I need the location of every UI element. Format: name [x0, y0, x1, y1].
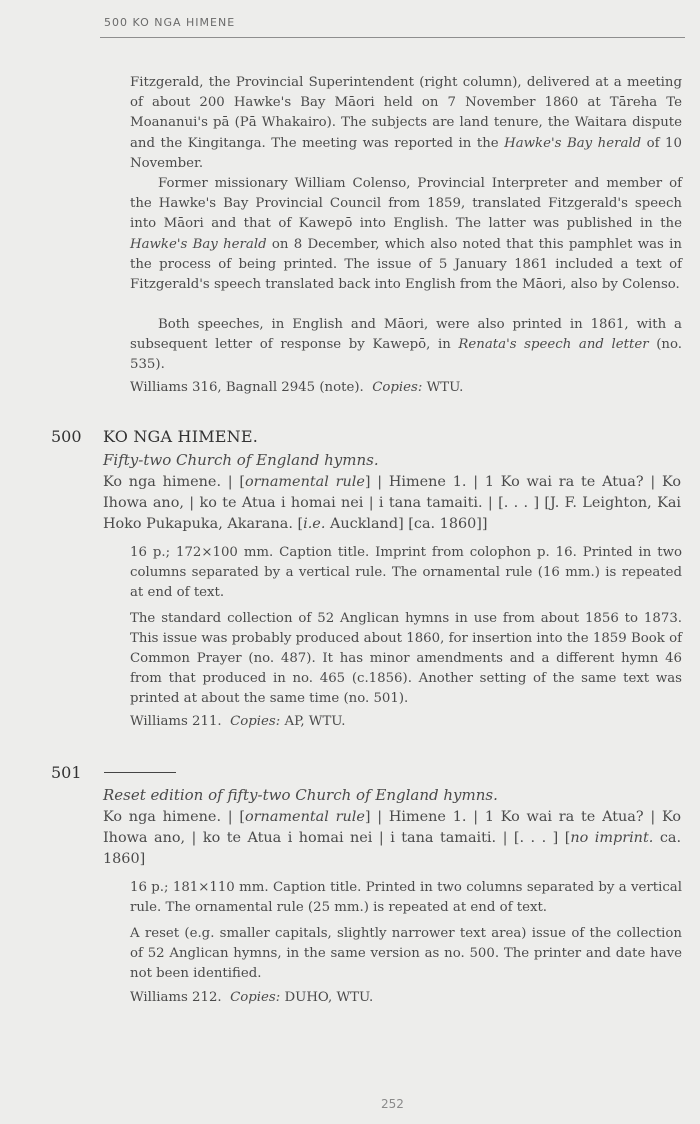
entry-subtitle-500: Fifty-two Church of England hymns. [103, 451, 379, 469]
page-number: 252 [381, 1097, 404, 1111]
intro-references: Williams 316, Bagnall 2945 (note). Copies: WTU. [130, 380, 464, 395]
entry-description-500-physical: 16 p.; 172×100 mm. Caption title. Imprint from colophon p. 16. Printed in two columns separated by a vertical rule. The ornamental rule (16 mm.) is repeated at end of text. [130, 545, 682, 600]
entry-number-501: 501 [51, 763, 82, 782]
entry-transcription-500: Ko nga himene. | [ornamental rule] | Himene 1. | 1 Ko wai ra te Atua? | Ko Ihowa ano, | ko te Atua i homai nei | i tana tamaiti. | [. . . ] [J. F. Leighton, Kai Hoko Pukapuka, Akarana. [i.e. Auckland] [ca. 1860]] [103, 474, 681, 532]
header-rule [100, 37, 685, 38]
repeat-heading-rule [104, 772, 176, 773]
entry-references-501: Williams 212. Copies: DUHO, WTU. [130, 990, 374, 1005]
entry-references-500: Williams 211. Copies: AP, WTU. [130, 714, 346, 729]
entry-subtitle-501: Reset edition of fifty-two Church of England hymns. [103, 786, 498, 804]
entry-transcription-501: Ko nga himene. | [ornamental rule] | Himene 1. | 1 Ko wai ra te Atua? | Ko Ihowa ano, | ko te Atua i homai nei | i tana tamaiti. | [. . . ] [no imprint. ca. 1860] [103, 809, 682, 867]
entry-description-500-notes: The standard collection of 52 Anglican hymns in use from about 1856 to 1873. This issue was probably produced about 1860, for insertion into the 1859 Book of Common Prayer (no. 487). It has minor amendments and a different hymn 46 from that produced in no. 465 (c.1856). Another setting of the same text was printed at about the same time (no. 501). [130, 611, 682, 706]
entry-description-501-notes: A reset (e.g. smaller capitals, slightly narrower text area) issue of the collection of 52 Anglican hymns, in the same version as no. 500. The printer and date have not been identified. [130, 926, 682, 981]
entry-heading-500: KO NGA HIMENE. [103, 427, 259, 446]
entry-description-501-physical: 16 p.; 181×110 mm. Caption title. Printed in two columns separated by a vertical rule. The ornamental rule (25 mm.) is repeated at end of text. [130, 880, 682, 915]
intro-paragraph-3: Both speeches, in English and Māori, were also printed in 1861, with a subsequent letter of response by Kawepō, in Renata's speech and letter (no. 535). [130, 317, 682, 373]
intro-paragraph-1: Fitzgerald, the Provincial Superintendent (right column), delivered at a meeting of about 200 Hawke's Bay Māori held on 7 November 1860 at Tāreha Te Moananui's pā (Pā Whakairo). The subjects are land tenure, the Waitara dispute and the Kingitanga. The meeting was reported in the Hawke's Bay herald of 10 November. [130, 75, 682, 171]
intro-paragraph-2: Former missionary William Colenso, Provincial Interpreter and member of the Hawke's Bay Provincial Council from 1859, translated Fitzgerald's speech into Māori and that of Kawepō into English. The latter was published in the Hawke's Bay herald on 8 December, which also noted that this pamphlet was in the process of being printed. The issue of 5 January 1861 included a text of Fitzgerald's speech translated back into English from the Māori, also by Colenso. [130, 176, 682, 293]
running-head: 500 KO NGA HIMENE [104, 16, 236, 29]
entry-number-500: 500 [51, 427, 82, 446]
